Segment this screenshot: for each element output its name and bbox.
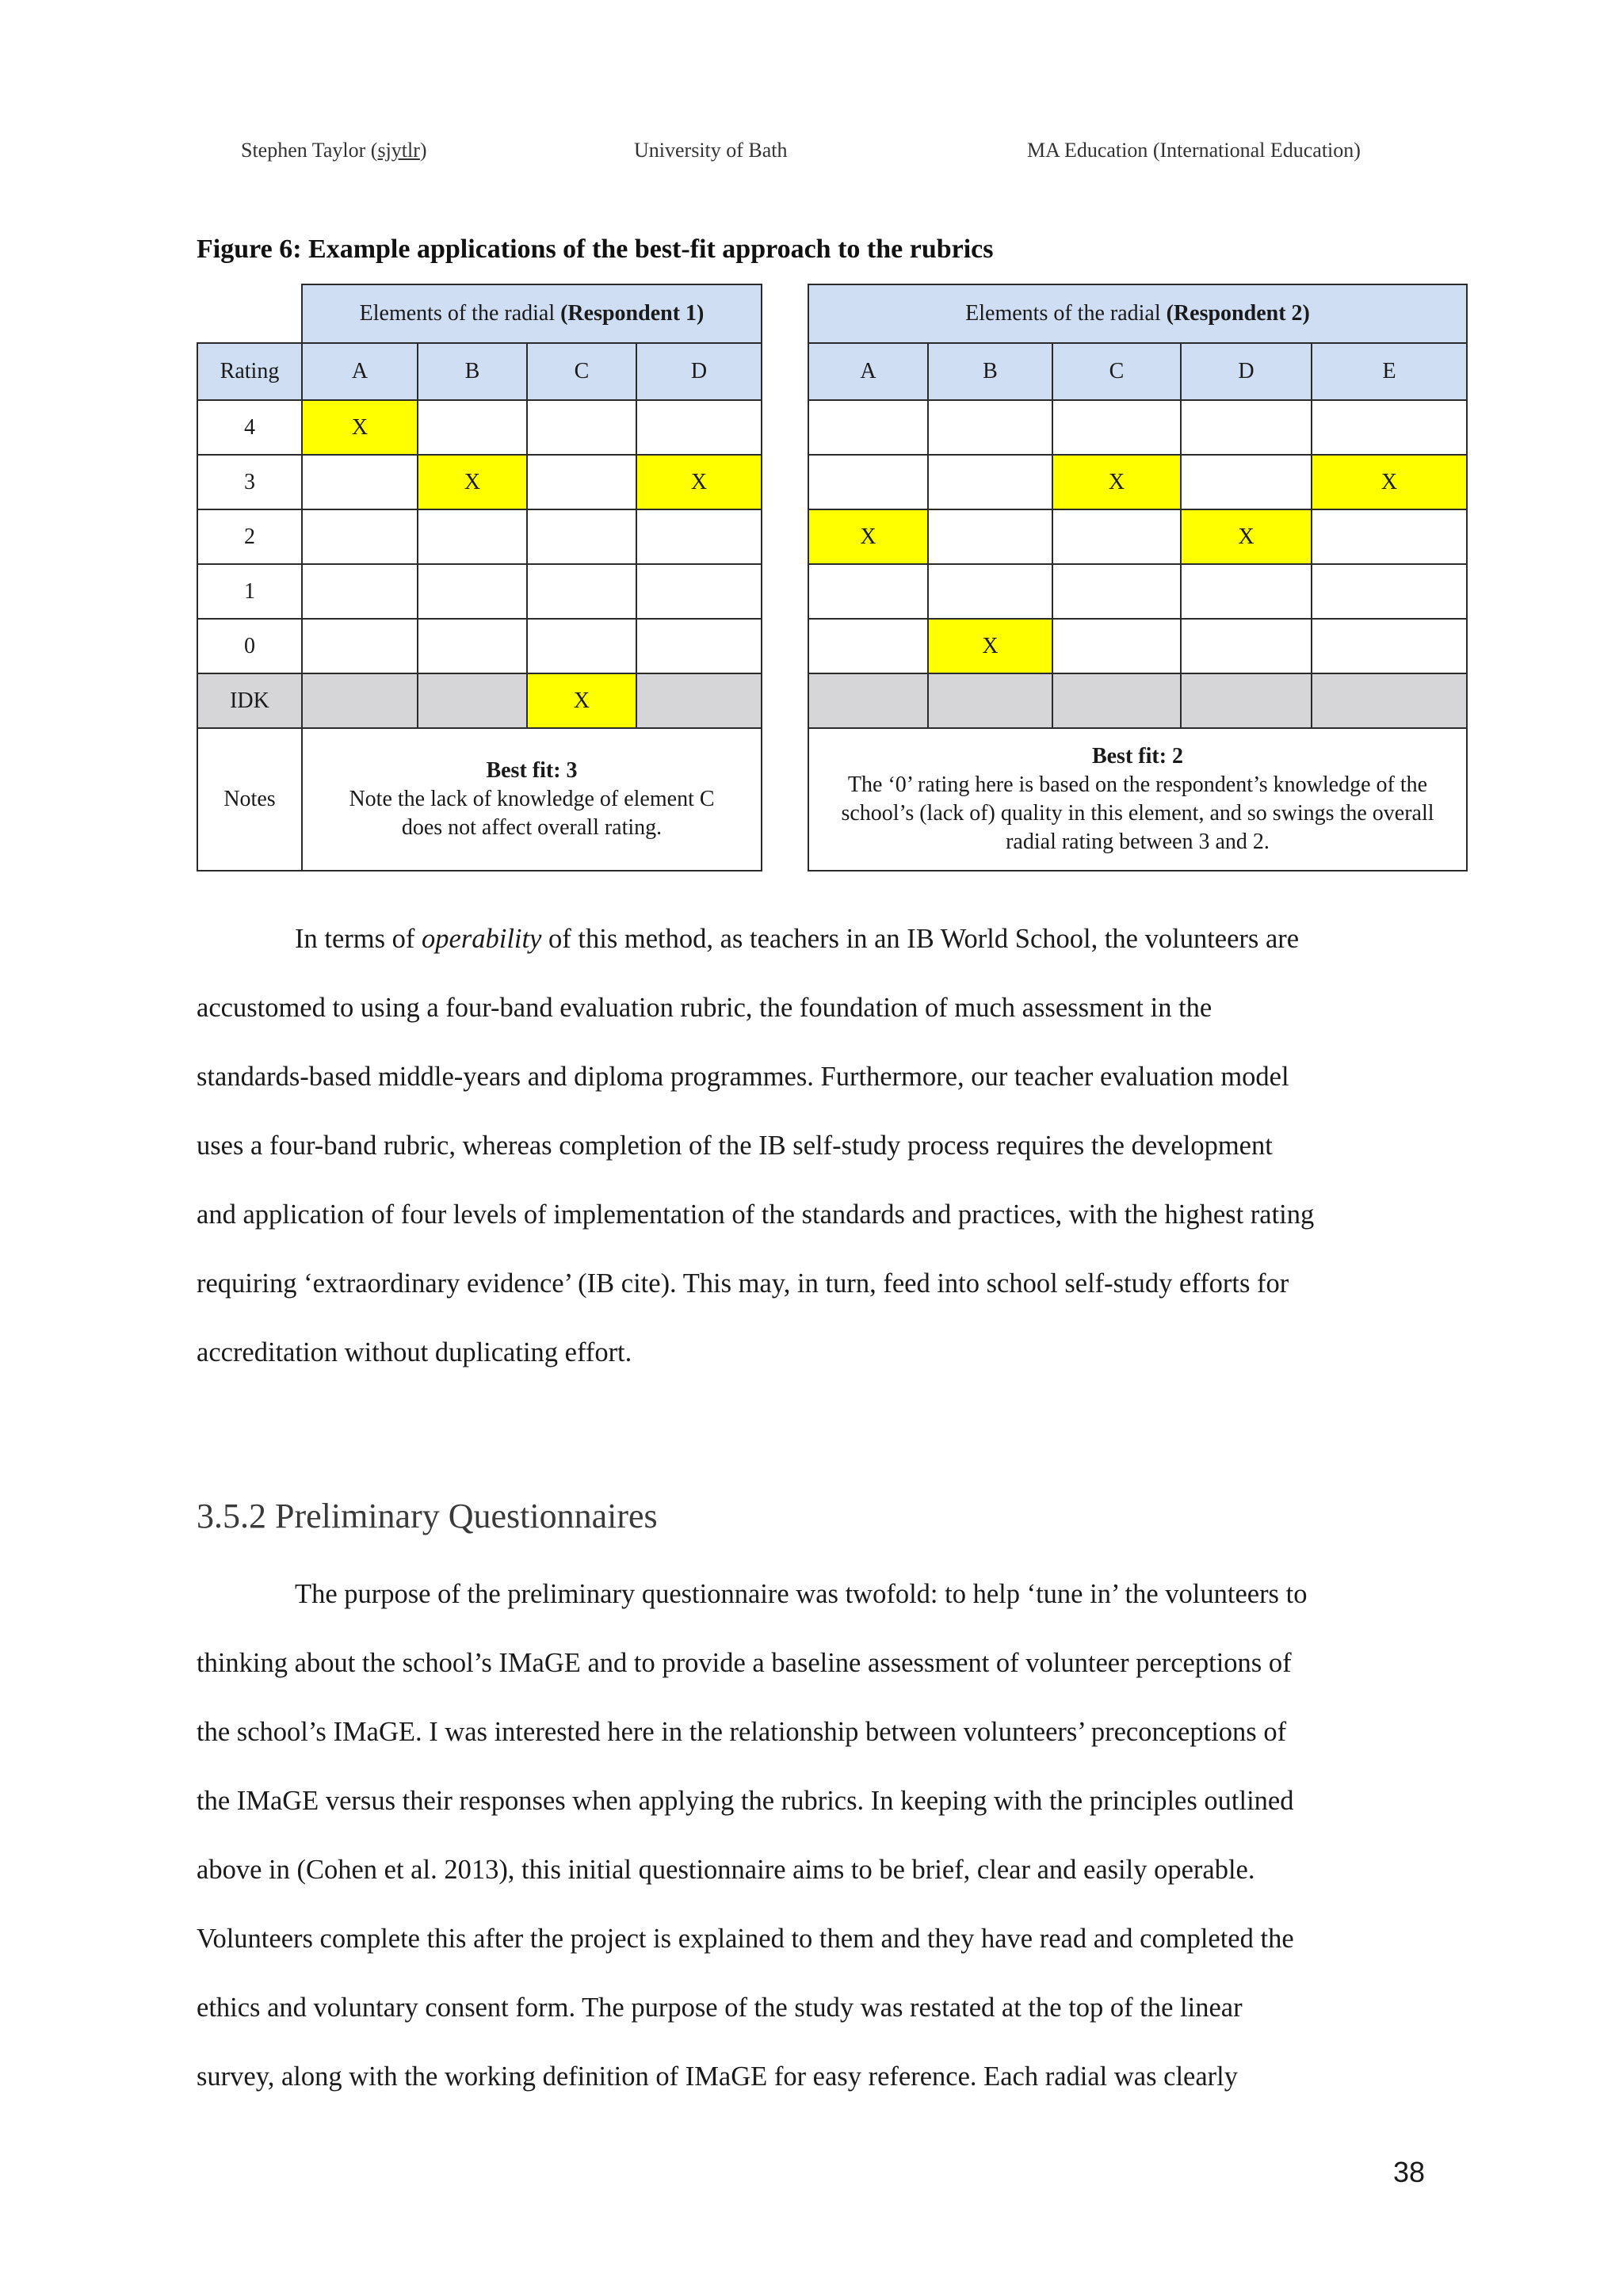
rating-cell xyxy=(1052,400,1181,455)
rating-cell xyxy=(636,400,762,455)
rubric-table-respondent-2 xyxy=(808,284,1468,871)
rating-cell xyxy=(928,564,1052,619)
table1-notes xyxy=(302,728,762,871)
rating-cell xyxy=(527,455,636,509)
rating-cell xyxy=(302,509,418,564)
rating-cell xyxy=(527,619,636,673)
column-header: D xyxy=(1181,343,1312,400)
rating-cell xyxy=(418,564,527,619)
paragraph-line: uses a four-band rubric, whereas completion of the IB self-study process requires the development xyxy=(197,1131,1273,1161)
rating-cell xyxy=(1181,564,1312,619)
rating-label: IDK xyxy=(197,673,302,728)
rating-cell xyxy=(418,673,527,728)
rating-cell xyxy=(527,564,636,619)
paragraph-line: and application of four levels of implementation of the standards and practices, with the highest rating xyxy=(197,1199,1315,1230)
rating-label: 0 xyxy=(197,619,302,673)
rating-cell xyxy=(1312,564,1467,619)
paragraph-line: accreditation without duplicating effort. xyxy=(197,1337,632,1367)
column-header: D xyxy=(636,343,762,400)
page-number: 38 xyxy=(1393,2156,1426,2188)
notes-label: Notes xyxy=(197,728,302,871)
table2-note-text: The ‘0’ rating here is based on the respondent’s knowledge of the school’s (lack of) quality in this element, and so swings the overall radial rating between 3 and 2. xyxy=(841,772,1434,854)
rating-cell xyxy=(302,564,418,619)
rating-cell: X xyxy=(808,509,928,564)
rating-cell xyxy=(527,509,636,564)
paragraph-line: standards-based middle-years and diploma programmes. Furthermore, our teacher evaluation model xyxy=(197,1062,1289,1092)
rating-cell xyxy=(1312,509,1467,564)
rating-cell xyxy=(636,564,762,619)
rating-cell xyxy=(1181,673,1312,728)
rating-cell xyxy=(928,400,1052,455)
paragraph-line: the school’s IMaGE. I was interested here in the relationship between volunteers’ preconceptions of xyxy=(197,1717,1287,1747)
header-programme: MA Education (International Education) xyxy=(1027,139,1361,162)
rating-cell: X xyxy=(527,673,636,728)
column-header: A xyxy=(302,343,418,400)
rating-cell: X xyxy=(1312,455,1467,509)
rating-cell xyxy=(808,564,928,619)
rating-cell xyxy=(302,455,418,509)
rating-cell xyxy=(808,455,928,509)
rating-cell: X xyxy=(636,455,762,509)
rating-cell: X xyxy=(1052,455,1181,509)
rating-cell xyxy=(1181,619,1312,673)
rating-cell xyxy=(302,673,418,728)
rating-cell xyxy=(1312,400,1467,455)
rating-cell xyxy=(636,619,762,673)
column-header: E xyxy=(1312,343,1467,400)
rating-cell xyxy=(636,509,762,564)
rating-cell xyxy=(302,619,418,673)
rating-cell xyxy=(928,673,1052,728)
rating-cell: X xyxy=(1181,509,1312,564)
paragraph-line: ethics and voluntary consent form. The purpose of the study was restated at the top of the linear xyxy=(197,1993,1243,2023)
rating-cell xyxy=(1052,509,1181,564)
rating-cell xyxy=(418,619,527,673)
table2-header: Elements of the radial (Respondent 2) xyxy=(808,284,1467,343)
section-heading: 3.5.2 Preliminary Questionnaires xyxy=(197,1497,658,1535)
best-fit-label: Best fit: 2 xyxy=(1091,744,1184,769)
figure-title: Figure 6: Example applications of the best-fit approach to the rubrics xyxy=(197,235,994,264)
column-header: A xyxy=(808,343,928,400)
rating-cell xyxy=(636,673,762,728)
rating-cell: X xyxy=(928,619,1052,673)
rating-cell xyxy=(527,400,636,455)
rating-cell: X xyxy=(302,400,418,455)
paragraph-line: above in (Cohen et al. 2013), this initial questionnaire aims to be brief, clear and easily operable. xyxy=(197,1855,1255,1885)
rating-cell xyxy=(1312,619,1467,673)
rating-column-header: Rating xyxy=(197,343,302,400)
paragraph-line: the IMaGE versus their responses when applying the rubrics. In keeping with the principles outlined xyxy=(197,1786,1294,1816)
rating-label: 4 xyxy=(197,400,302,455)
header-author: Stephen Taylor (sjytlr) xyxy=(241,139,427,162)
rating-cell xyxy=(1181,455,1312,509)
paragraph-line: thinking about the school’s IMaGE and to provide a baseline assessment of volunteer perceptions of xyxy=(197,1648,1292,1678)
table2-notes xyxy=(808,728,1467,871)
rating-cell: X xyxy=(418,455,527,509)
rating-cell xyxy=(418,400,527,455)
rating-cell xyxy=(808,619,928,673)
rating-cell xyxy=(418,509,527,564)
column-header: C xyxy=(1052,343,1181,400)
table1-header: Elements of the radial (Respondent 1) xyxy=(302,284,762,343)
rating-cell xyxy=(1052,619,1181,673)
rating-label: 3 xyxy=(197,455,302,509)
column-header: B xyxy=(928,343,1052,400)
table1-note-text: Note the lack of knowledge of element C does not affect overall rating. xyxy=(349,787,715,840)
paragraph-line: accustomed to using a four-band evaluation rubric, the foundation of much assessment in the xyxy=(197,993,1212,1023)
author-handle: sjytlr xyxy=(377,139,420,162)
paragraph-line: In terms of operability of this method, as teachers in an IB World School, the volunteers are xyxy=(295,924,1300,954)
paragraph-preliminary-questionnaire xyxy=(197,1560,1433,2111)
rating-cell xyxy=(928,509,1052,564)
author-name: Stephen Taylor xyxy=(241,139,366,162)
paragraph-line: survey, along with the working definition of IMaGE for easy reference. Each radial was clearly xyxy=(197,2061,1238,2092)
best-fit-label: Best fit: 3 xyxy=(486,758,578,783)
rating-cell xyxy=(1052,564,1181,619)
rating-cell xyxy=(1312,673,1467,728)
header-university: University of Bath xyxy=(634,139,788,162)
paragraph-line: The purpose of the preliminary questionnaire was twofold: to help ‘tune in’ the volunteers to xyxy=(295,1579,1308,1609)
column-header: B xyxy=(418,343,527,400)
rating-cell xyxy=(1052,673,1181,728)
rating-cell xyxy=(1181,400,1312,455)
rating-cell xyxy=(808,400,928,455)
emphasis-operability: operability xyxy=(422,924,542,954)
paragraph-line: requiring ‘extraordinary evidence’ (IB cite). This may, in turn, feed into school self-study efforts for xyxy=(197,1268,1289,1299)
paragraph-operability xyxy=(197,905,1433,1387)
rating-cell xyxy=(928,455,1052,509)
paragraph-line: Volunteers complete this after the project is explained to them and they have read and completed the xyxy=(197,1924,1294,1954)
rating-label: 2 xyxy=(197,509,302,564)
rubric-table-respondent-1 xyxy=(197,284,762,871)
rating-label: 1 xyxy=(197,564,302,619)
rating-cell xyxy=(808,673,928,728)
column-header: C xyxy=(527,343,636,400)
